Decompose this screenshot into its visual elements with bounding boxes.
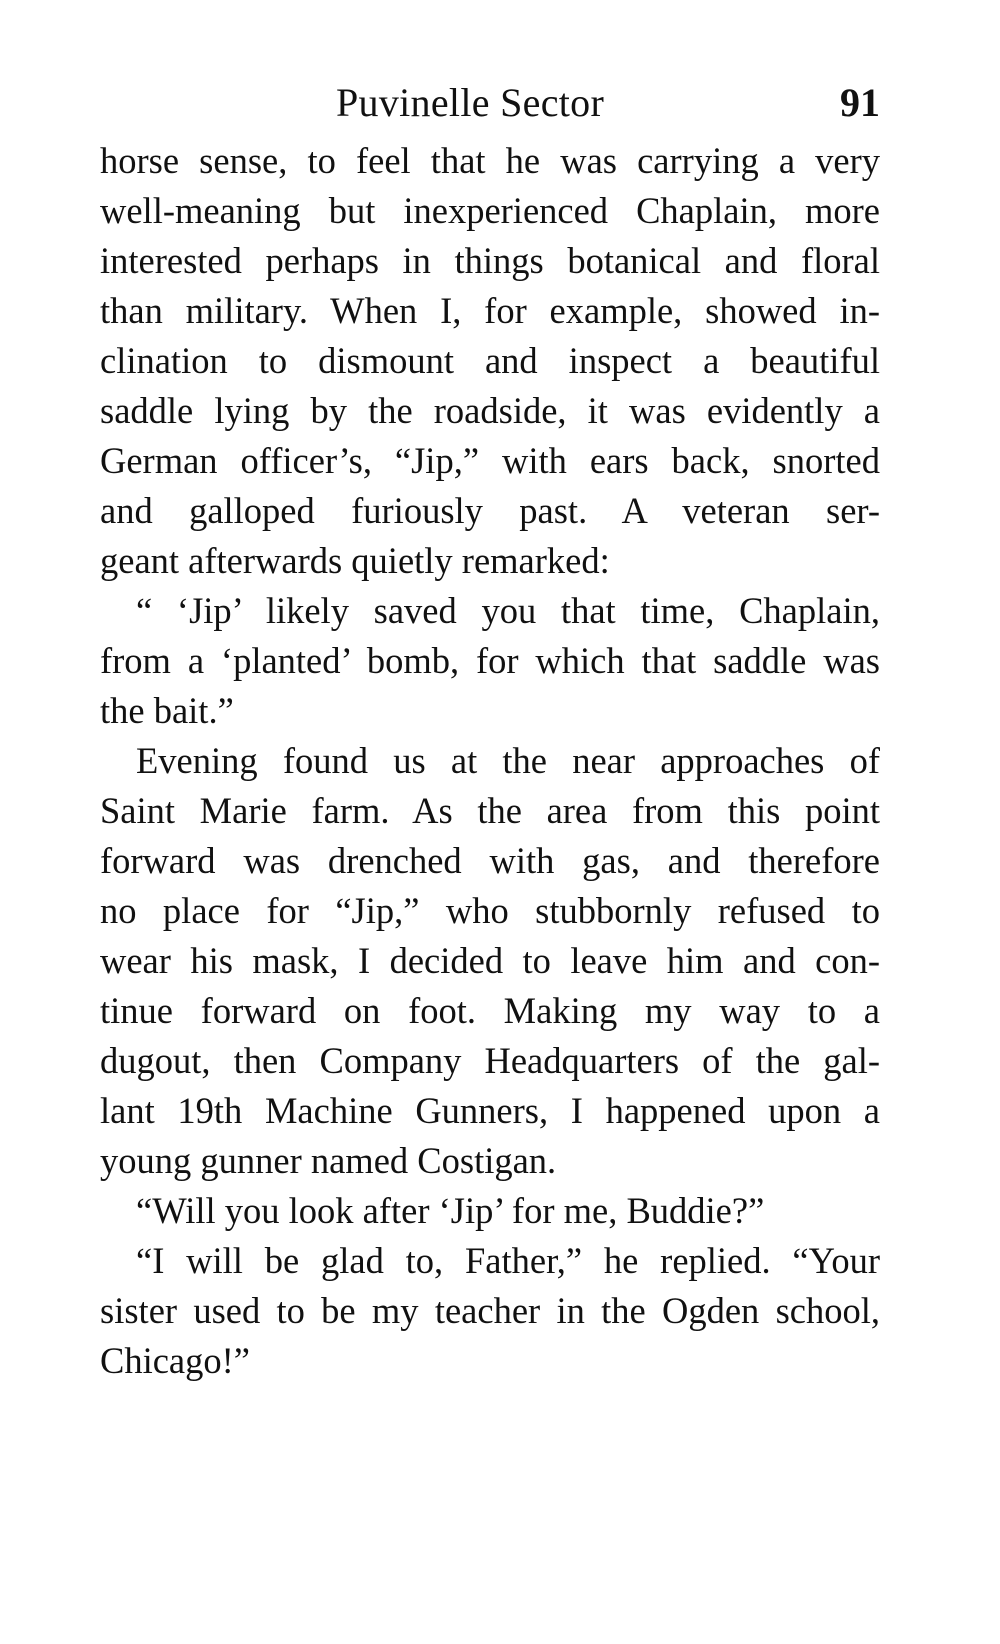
text-line: well-meaning but inexperienced Chaplain, more <box>100 190 880 231</box>
body-text <box>100 136 880 1386</box>
text-line: German officer’s, “Jip,” with ears back, snorted <box>100 440 880 481</box>
running-head: Puvinelle Sector <box>336 80 605 125</box>
text-line: tinue forward on foot. Making my way to a <box>100 990 880 1031</box>
text-line: dugout, then Company Headquarters of the gal- <box>100 1040 880 1081</box>
page-number: 91 <box>840 80 880 125</box>
text-line: Saint Marie farm. As the area from this point <box>100 790 880 831</box>
text-line: than military. When I, for example, showed in- <box>100 290 880 331</box>
text-line: “Will you look after ‘Jip’ for me, Buddie?” <box>136 1190 765 1231</box>
text-line: clination to dismount and inspect a beautiful <box>100 340 880 381</box>
text-line: horse sense, to feel that he was carrying a very <box>100 140 880 181</box>
text-line: no place for “Jip,” who stubbornly refused to <box>100 890 880 931</box>
text-line: geant afterwards quietly remarked: <box>100 540 610 581</box>
text-line: forward was drenched with gas, and therefore <box>100 840 880 881</box>
text-line: sister used to be my teacher in the Ogden school, <box>100 1290 880 1331</box>
page-header <box>100 78 880 128</box>
text-line: interested perhaps in things botanical and floral <box>100 240 880 281</box>
text-line: lant 19th Machine Gunners, I happened upon a <box>100 1090 880 1131</box>
book-page <box>100 78 880 1386</box>
text-line: “ ‘Jip’ likely saved you that time, Chaplain, <box>136 590 880 631</box>
text-line: “I will be glad to, Father,” he replied. “Your <box>136 1240 880 1281</box>
text-line: from a ‘planted’ bomb, for which that saddle was <box>100 640 880 681</box>
text-line: Chicago!” <box>100 1340 250 1381</box>
text-line: Evening found us at the near approaches of <box>136 740 880 781</box>
text-line: young gunner named Costigan. <box>100 1140 557 1181</box>
text-line: saddle lying by the roadside, it was evidently a <box>100 390 880 431</box>
text-line: the bait.” <box>100 690 234 731</box>
text-line: wear his mask, I decided to leave him and con- <box>100 940 880 981</box>
text-line: and galloped furiously past. A veteran ser- <box>100 490 880 531</box>
